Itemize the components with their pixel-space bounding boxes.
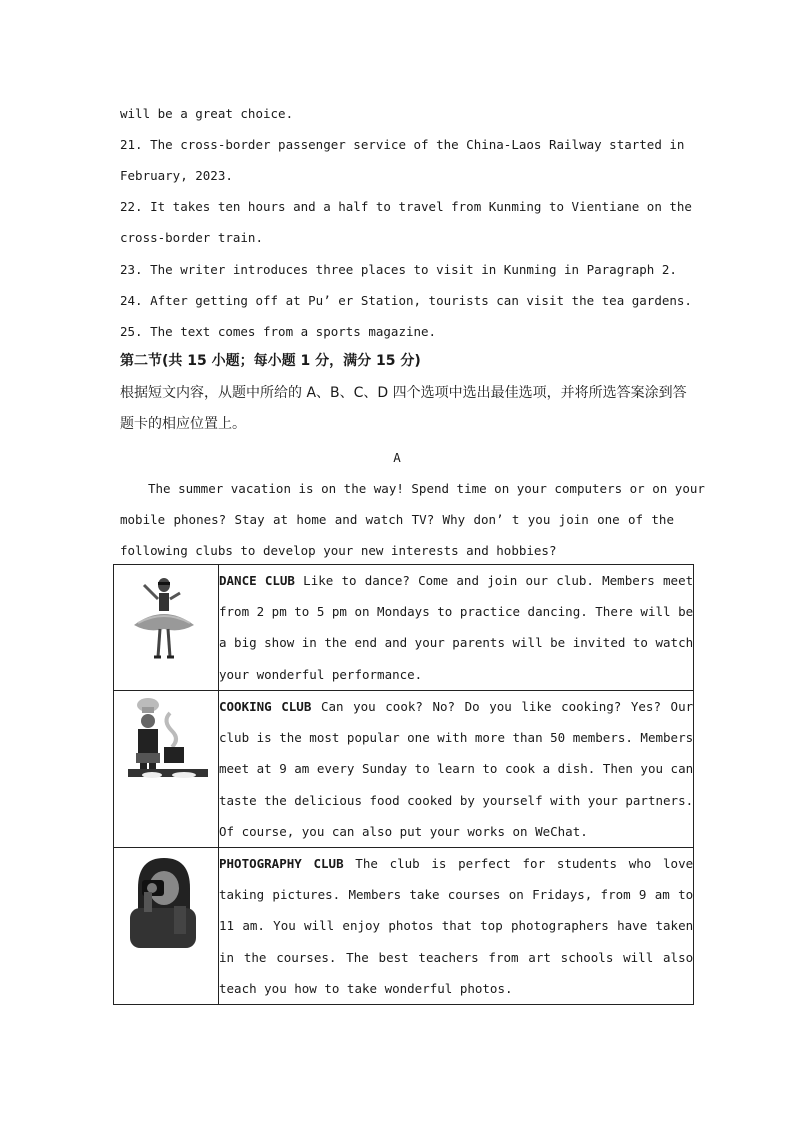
club-picture-cell <box>114 848 219 1005</box>
club-name: PHOTOGRAPHY CLUB <box>219 856 344 872</box>
club-text-cell <box>219 848 694 1005</box>
club-text-line: teach you how to take wonderful photos. <box>219 980 513 996</box>
club-text-line: Of course, you can also put your works on WeChat. <box>219 823 588 839</box>
club-text-line: a big show in the end and your parents will be invited to watch <box>219 635 694 651</box>
statement-24: 24. After getting off at Pu’ er Station, tourists can visit the tea gardens. <box>120 293 692 308</box>
passage-intro-line3: following clubs to develop your new interests and hobbies? <box>120 543 557 558</box>
ballerina-icon <box>114 565 218 689</box>
club-text-line: taking pictures. Members take courses on Fridays, from 9 am to <box>219 887 694 903</box>
club-text-line: Like to dance? Come and join our club. Members meet <box>294 573 694 588</box>
intro-tail: will be a great choice. <box>120 106 294 121</box>
instruction-line1: 根据短文内容，从题中所给的 A、B、C、D 四个选项中选出最佳选项，并将所选答案涂到答 <box>120 385 687 401</box>
club-text-line: club is the most popular one with more than 50 members. Members <box>219 730 694 746</box>
instruction-line2: 题卡的相应位置上。 <box>120 416 246 432</box>
club-text-line: 11 am. You will enjoy photos that top photographers have taken <box>219 918 694 934</box>
photographer-icon <box>114 848 218 1002</box>
club-text-line: The club is perfect for students who love <box>343 856 694 872</box>
statement-21-line1: 21. The cross-border passenger service of the China-Laos Railway started in <box>120 137 685 152</box>
club-text-line: taste the delicious food cooked by yourself with your partners. <box>219 792 694 808</box>
statement-22-line2: cross-border train. <box>120 230 263 245</box>
club-text-line: Can you cook? No? Do you like cooking? Yes? Our <box>311 699 694 714</box>
club-text-line: in the courses. The best teachers from art schools will also <box>219 949 694 965</box>
club-name: DANCE CLUB <box>219 573 295 588</box>
club-row-dance <box>114 565 694 691</box>
clubs-table <box>113 564 694 1005</box>
chef-icon <box>114 691 218 845</box>
club-text-line: meet at 9 am every Sunday to learn to cook a dish. Then you can <box>219 761 694 777</box>
club-picture-cell <box>114 691 219 848</box>
statement-23: 23. The writer introduces three places to visit in Kunming in Paragraph 2. <box>120 262 677 277</box>
club-text-cell <box>219 691 694 848</box>
statement-22-line1: 22. It takes ten hours and a half to travel from Kunming to Vientiane on the <box>120 199 692 214</box>
passage-intro-line1: The summer vacation is on the way! Spend time on your computers or on your <box>148 481 705 496</box>
club-text-line: your wonderful performance. <box>219 666 423 682</box>
club-text-cell <box>219 565 694 691</box>
passage-label: A <box>393 450 401 465</box>
passage-intro-line2: mobile phones? Stay at home and watch TV? Why don’ t you join one of the <box>120 512 674 527</box>
statement-25: 25. The text comes from a sports magazine. <box>120 324 437 339</box>
statement-21-line2: February, 2023. <box>120 168 233 183</box>
club-name: COOKING CLUB <box>219 699 312 714</box>
section-heading: 第二节(共 15 小题；每小题 1 分，满分 15 分) <box>120 353 421 369</box>
club-row-photography <box>114 848 694 1005</box>
club-text-line: from 2 pm to 5 pm on Mondays to practice dancing. There will be <box>219 604 694 620</box>
club-picture-cell <box>114 565 219 691</box>
club-row-cooking <box>114 691 694 848</box>
